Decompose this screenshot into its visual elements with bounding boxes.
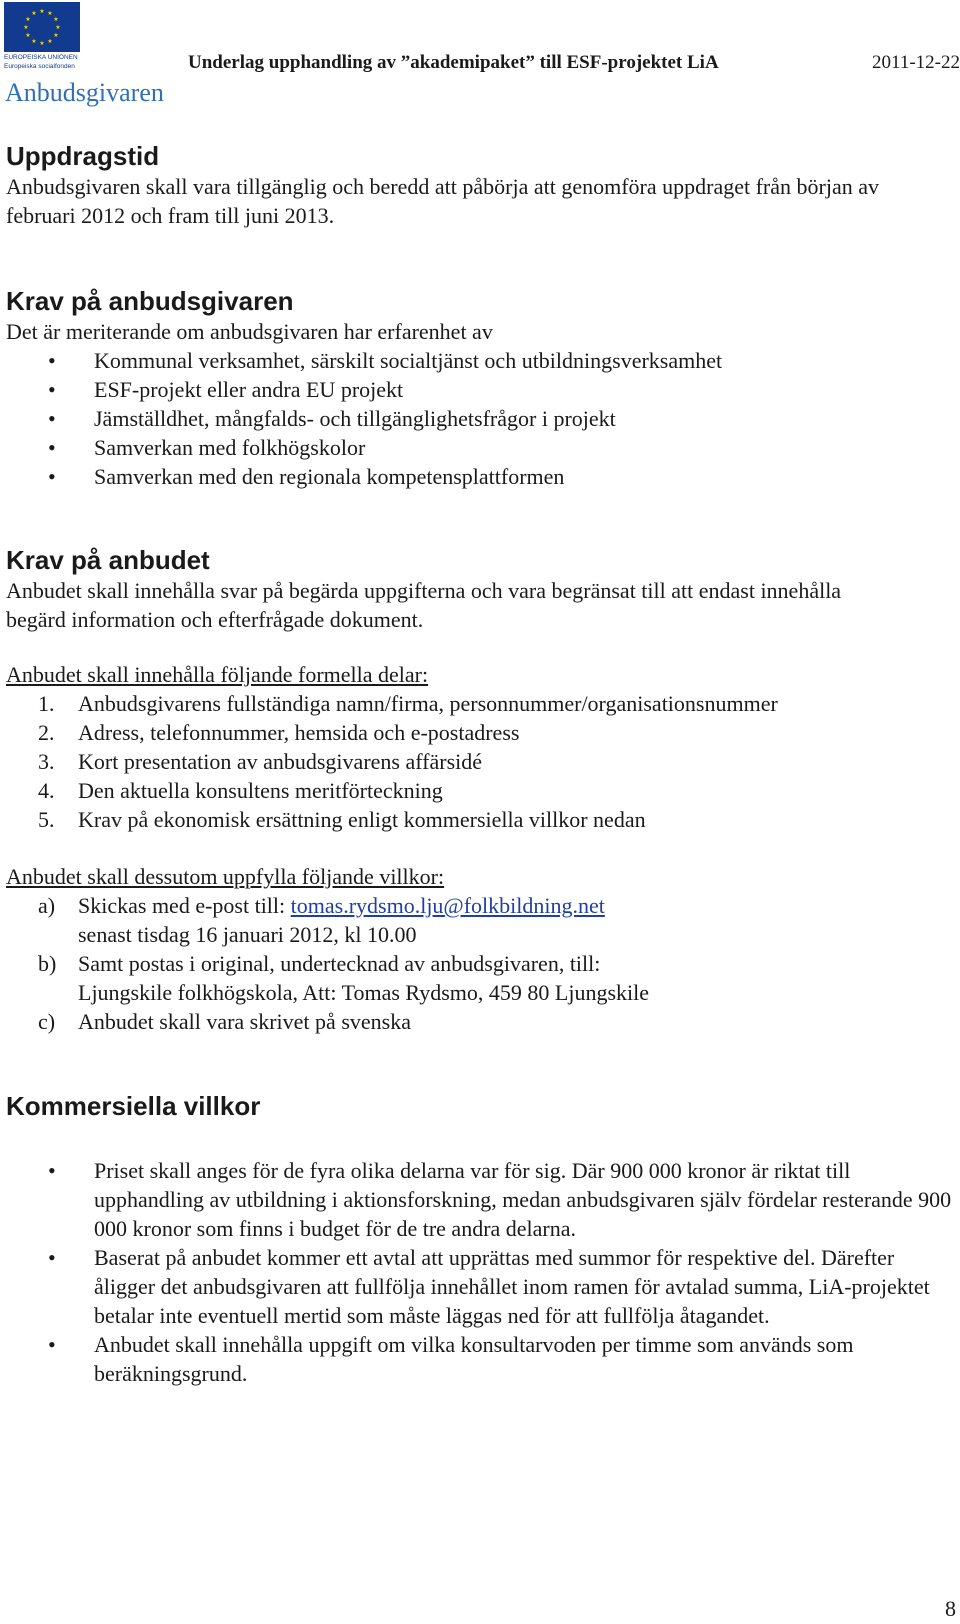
organisation-name: Anbudsgivaren [5, 78, 164, 107]
conditions-list [6, 891, 956, 1036]
uppdragstid-text: Anbudsgivaren skall vara tillgänglig och beredd att påbörja att genomföra uppdraget från början av februari 2012 och fram till juni 2013. [6, 174, 879, 228]
bullet-icon: • [48, 464, 56, 489]
svg-text:★: ★ [25, 16, 31, 23]
list-item: • Anbudet skall innehålla uppgift om vilka konsultarvoden per timme som används som beräkningsgrund. [48, 1332, 854, 1386]
experience-list [6, 346, 956, 491]
formal-parts-list [6, 689, 956, 834]
svg-text:★: ★ [31, 10, 37, 17]
svg-text:★: ★ [47, 10, 53, 17]
svg-text:★: ★ [23, 24, 29, 31]
bullet-icon: • [48, 435, 56, 460]
conditions-heading: Anbudet skall dessutom uppfylla följande villkor: [6, 864, 445, 889]
eu-logo [4, 2, 80, 70]
list-item: • Samverkan med den regionala kompetensplattformen [48, 464, 565, 489]
bullet-icon: • [48, 377, 56, 402]
formal-parts-heading: Anbudet skall innehålla följande formella delar: [6, 662, 429, 687]
page-number: 8 [945, 1596, 956, 1621]
list-item: 3. Kort presentation av anbudsgivarens affärsidé [38, 749, 483, 774]
document-title: Underlag upphandling av ”akademipaket” till ESF-projektet LiA [188, 52, 719, 73]
heading-uppdragstid: Uppdragstid [6, 141, 160, 171]
document-date: 2011-12-22 [872, 52, 960, 73]
bullet-icon: • [48, 1245, 56, 1270]
postal-address: Ljungskile folkhögskola, Att: Tomas Rydsmo, 459 80 Ljungskile [78, 980, 650, 1005]
heading-kommersiella-villkor: Kommersiella villkor [6, 1091, 261, 1121]
bullet-icon: • [48, 1332, 56, 1357]
svg-text:★: ★ [53, 32, 59, 39]
eu-flag-icon [4, 2, 80, 52]
logo-line-1: EUROPEISKA UNIONEN [4, 54, 78, 61]
heading-krav-anbudsgivaren: Krav på anbudsgivaren [6, 286, 294, 316]
list-item: • Priset skall anges för de fyra olika delarna var för sig. Där 900 000 kronor är riktat till upphandling av utbildning i aktionsforskning, medan anbudsgivaren själv fördelar resterande 900 000 kronor som finns i budget för de tre andra delarna. [48, 1158, 952, 1241]
list-item: • Baserat på anbudet kommer ett avtal att upprättas med summor för respektive del. Därefter åligger det anbudsgivaren att fullfölja innehållet inom ramen för avtalad summa, LiA-projektet betalar inte eventuell mertid som måste läggas ned för att fullfölja åtagandet. [48, 1245, 930, 1328]
list-item: • Samverkan med folkhögskolor [48, 435, 366, 460]
document-body [6, 140, 956, 1388]
krav-anbudsgivaren-intro: Det är meriterande om anbudsgivaren har erfarenhet av [6, 319, 493, 344]
krav-anbudet-text: Anbudet skall innehålla svar på begärda uppgifterna och vara begränsat till att endast innehålla begärd information och efterfrågade dokument. [6, 578, 842, 632]
bullet-icon: • [48, 406, 56, 431]
list-item: c) Anbudet skall vara skrivet på svenska [38, 1009, 411, 1034]
svg-text:★: ★ [39, 40, 45, 47]
svg-text:★: ★ [47, 38, 53, 45]
email-link[interactable]: tomas.rydsmo.lju@folkbildning.net [290, 893, 605, 918]
svg-text:★: ★ [31, 38, 37, 45]
svg-text:★: ★ [53, 16, 59, 23]
svg-text:★: ★ [55, 24, 61, 31]
commercial-terms-list [6, 1156, 956, 1388]
svg-text:★: ★ [25, 32, 31, 39]
deadline-text: senast tisdag 16 januari 2012, kl 10.00 [78, 922, 417, 947]
list-item: • ESF-projekt eller andra EU projekt [48, 377, 404, 402]
heading-krav-anbudet: Krav på anbudet [6, 545, 210, 575]
list-item: 2. Adress, telefonnummer, hemsida och e-postadress [38, 720, 520, 745]
list-item: 5. Krav på ekonomisk ersättning enligt kommersiella villkor nedan [38, 807, 646, 832]
list-item: 1. Anbudsgivarens fullständiga namn/firma, personnummer/organisationsnummer [38, 691, 778, 716]
bullet-icon: • [48, 1158, 56, 1183]
list-item: b) Samt postas i original, undertecknad av anbudsgivaren, till: Ljungskile folkhögskola, Att: Tomas Rydsmo, 459 80 Ljungskile [38, 951, 650, 1005]
svg-text:★: ★ [39, 8, 45, 15]
list-item: 4. Den aktuella konsultens meritförteckning [38, 778, 443, 803]
list-item: • Jämställdhet, mångfalds- och tillgänglighetsfrågor i projekt [48, 406, 616, 431]
list-item: a) Skickas med e-post till: tomas.rydsmo.lju@folkbildning.net senast tisdag 16 januari 2012, kl 10.00 [38, 893, 605, 947]
bullet-icon: • [48, 348, 56, 373]
logo-line-2: Europeiska socialfonden [4, 63, 75, 70]
list-item: • Kommunal verksamhet, särskilt socialtjänst och utbildningsverksamhet [48, 348, 723, 373]
